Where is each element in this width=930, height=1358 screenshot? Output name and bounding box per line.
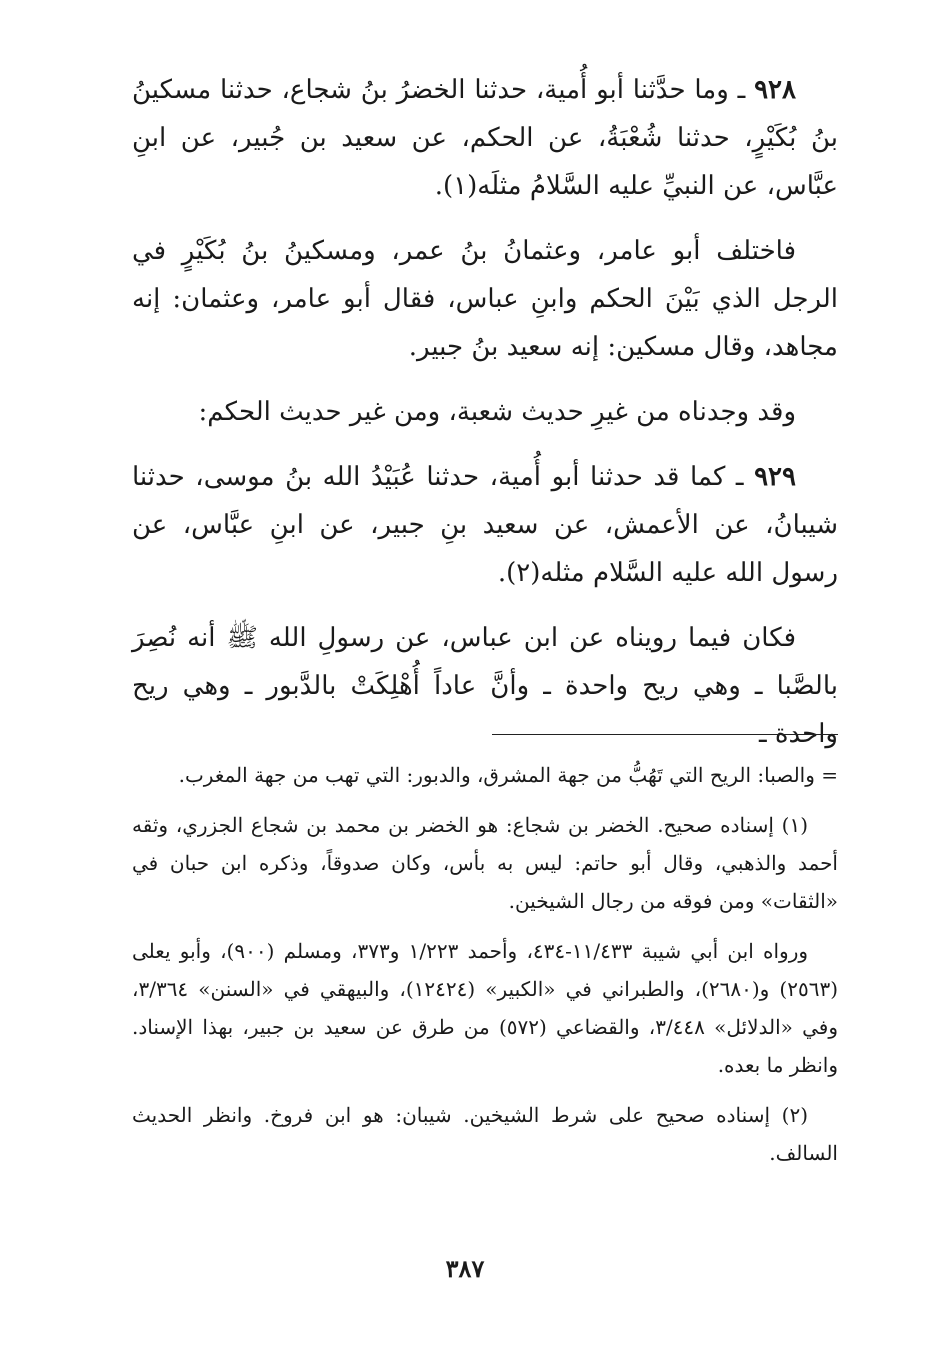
- paragraph-text: وقد وجدناه من غيرِ حديث شعبة، ومن غير حديث الحكم:: [198, 397, 796, 427]
- footnotes: [132, 756, 838, 1184]
- paragraph-text: فكان فيما رويناه عن ابن عباس، عن رسولِ الله ﷺ أنه نُصِرَ بالصَّبا ـ وهي ريح واحدة ـ وأنَّ عاداً أُهْلِكَتْ بالدَّبور ـ وهي ريح واحدة ـ: [132, 623, 838, 749]
- paragraph-text: ـ كما قد حدثنا أبو أُمية، حدثنا عُبَيْدُ الله بنُ موسى، حدثنا شيبانُ، عن الأعمش، عن سعيد بنِ جبير، عن ابنِ عبَّاس، عن رسول الله عليه السَّلام مثله(٢).: [132, 462, 838, 588]
- commentary-paragraph: [132, 227, 838, 371]
- paragraph-text: فاختلف أبو عامر، وعثمانُ بنُ عمر، ومسكينُ بنُ بُكَيْرٍ في الرجل الذي بَيْنَ الحكم وابنِ عباس، فقال أبو عامر، وعثمان: إنه مجاهد، وقال مسكين: إنه سعيد بنُ جبير.: [132, 236, 838, 362]
- footnote-1: (١) إسناده صحيح. الخضر بن شجاع: هو الخضر بن محمد بن شجاع الجزري، وثقه أحمد والذهبي، وقال أبو حاتم: ليس به بأس، وكان صدوقاً، وذكره ابن حبان في «الثقات» ومن فوقه من رجال الشيخين.: [132, 813, 838, 913]
- footnote-1-sources: ورواه ابن أبي شيبة ١١/٤٣٣-٤٣٤، وأحمد ١/٢٢٣ و٣٧٣، ومسلم (٩٠٠)، وأبو يعلى (٢٥٦٣) و(٢٦٨٠)، والطبراني في «الكبير» (١٢٤٢٤)، والبيهقي في «السنن» ٣/٣٦٤، وفي «الدلائل» ٣/٤٤٨، والقضاعي (٥٧٢) من طرق عن سعيد بن جبير، بهذا الإسناد. وانظر ما بعده.: [132, 939, 838, 1077]
- footnote-2: (٢) إسناده صحيح على شرط الشيخين. شيبان: هو ابن فروخ. وانظر الحديث السالف.: [132, 1103, 838, 1165]
- paragraph-text: ـ وما حدَّثنا أبو أُمية، حدثنا الخضرُ بنُ شجاع، حدثنا مسكينُ بنُ بُكَيْرٍ، حدثنا شُعْبَةُ، عن الحكم، عن سعيد بن جُبير، عن ابنِ عبَّاس، عن النبيِّ عليه السَّلامُ مثلَه(١).: [132, 75, 838, 201]
- footnote-divider: [492, 734, 838, 735]
- commentary-paragraph: [132, 614, 838, 758]
- commentary-paragraph: [132, 388, 838, 436]
- footnote-continuation: = والصبا: الريح التي تَهُبُّ من جهة المشرق، والدبور: التي تهب من جهة المغرب.: [178, 763, 838, 787]
- main-text: [132, 66, 838, 775]
- hadith-paragraph-928: [132, 66, 838, 210]
- hadith-number: ٩٢٨: [754, 75, 796, 105]
- hadith-paragraph-929: [132, 453, 838, 597]
- page-number: ٣٨٧: [445, 1254, 485, 1283]
- hadith-number: ٩٢٩: [754, 462, 796, 492]
